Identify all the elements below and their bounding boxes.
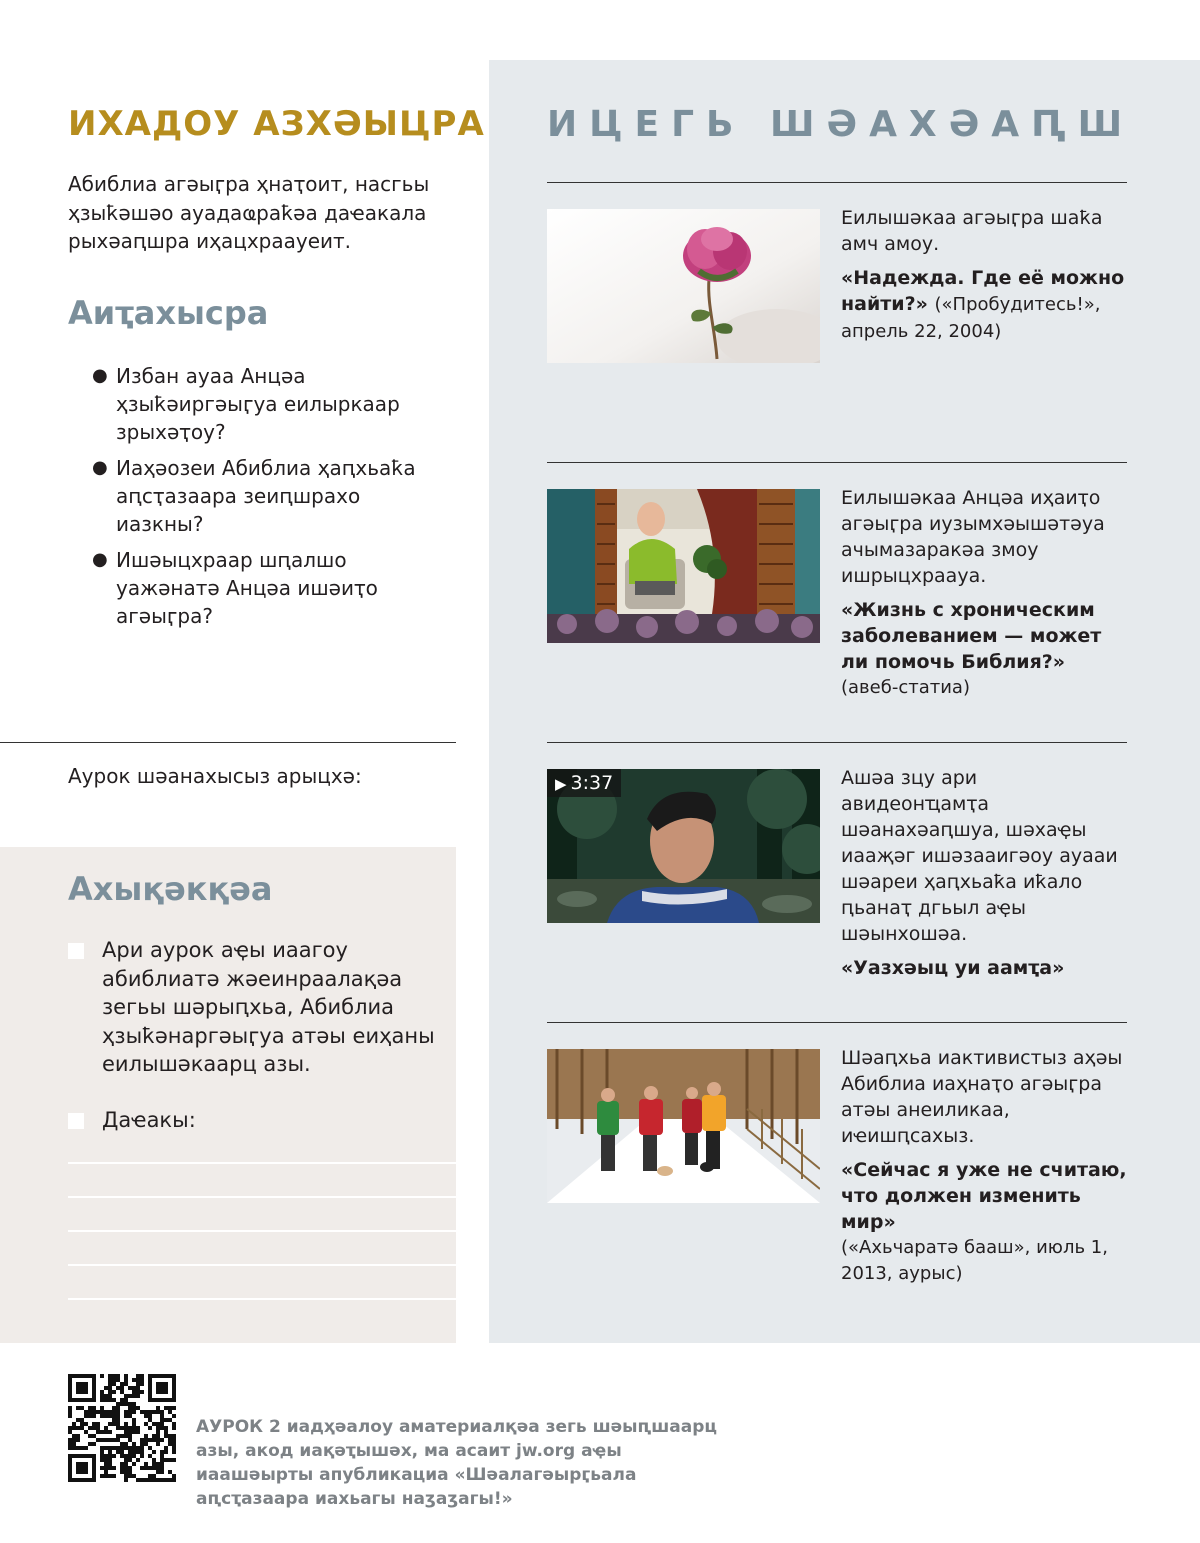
write-line[interactable] <box>68 1298 456 1300</box>
article-source: («Ахьчаратә бааш», июль 1, 2013, аурыс) <box>841 1237 1108 1284</box>
item-divider <box>547 1022 1127 1023</box>
goal-heading: Ахықәкқәа <box>68 870 273 908</box>
family-snow-walk-photo[interactable] <box>547 1049 820 1203</box>
pink-flower-photo[interactable] <box>547 209 820 363</box>
bullet-icon: ● <box>92 365 108 386</box>
article-link[interactable]: «Жизнь с хроническим заболеванием — может ли помочь Библия?» <box>841 599 1102 673</box>
review-question: ● Иаҳәозеи Абиблиа ҳаԥхьаҟа аԥсҭазаара зеиԥшрахо иазкны? <box>92 456 416 536</box>
article-source: (авеб-статиа) <box>841 677 970 698</box>
write-line[interactable] <box>68 1230 456 1232</box>
article-source: («Пробудитесь!», апрель 22, 2004) <box>841 294 1101 342</box>
write-line[interactable] <box>68 1162 456 1164</box>
article-link[interactable]: «Сейчас я уже не считаю, что должен изменить мир» <box>841 1159 1127 1233</box>
goal-list <box>68 936 438 1134</box>
review-heading: Аиҭахысра <box>68 294 269 332</box>
goal-item: Даҽакы: <box>68 1106 438 1135</box>
item-text-4: Шәаԥхьа иактивистыз аҳәы Абиблиа иаҳнаҭо агәыӷра атәы анеиликаа, иҽишԥсахыз. «Сейчас я уже не считаю, что должен изменить мир» («Ахьчаратә бааш», июль 1, 2013, аурыс) <box>841 1045 1131 1287</box>
further-reading-title: ИЦЕГЬ ШӘАХӘАԤШ <box>547 104 1135 145</box>
review-question: ● Избан ауаа Анцәа ҳзыҟәиргәыӷуа еилыркаар зрыхәҭоу? <box>92 364 400 444</box>
checkbox[interactable] <box>68 1113 84 1129</box>
review-questions <box>92 362 452 638</box>
summary-intro: Абиблиа агәыӷра ҳнаҭоит, насгьы ҳзыҟәшәо ауадаҩраҟәа даҽакала рыхәаԥшра иҳацхраауеит. <box>68 172 430 253</box>
item-text-2: Еилышәкаа Анцәа иҳаиҭо агәыӷра иузымхәышәтәуа ачымазаракәа змоу ишрыцхраауа. «Жизнь с хроническим заболеванием — может ли помочь Библия?» (авеб-статиа) <box>841 485 1131 701</box>
goal-item: Ари аурок аҿы иаагоу абиблиатә жәеинраалақәа зегьы шәрыԥхьа, Абиблиа ҳзыҟәнаргәыӷуа атәы еиҳаны еилышәкаарц азы. <box>68 936 438 1079</box>
footer-note: АУРОК 2 иадҳәалоу аматериалқәа зегь шәыԥшаарц азы, акод иақәҭышәх, ма асаит jw.org аҿы иаашәырты апубликациа «Шәалагәырӷьала аԥсҭазаара иахьагы наӡаӡагы!» <box>196 1417 718 1509</box>
write-line[interactable] <box>68 1264 456 1266</box>
man-looking-up-video[interactable] <box>547 769 820 923</box>
item-divider <box>547 742 1127 743</box>
item-divider <box>547 462 1127 463</box>
article-link[interactable]: «Надежда. Где её можно найти?» <box>841 267 1125 315</box>
video-duration-badge: ▶ 3:37 <box>547 769 621 797</box>
man-in-chair-photo[interactable] <box>547 489 820 643</box>
bullet-icon: ● <box>92 457 108 478</box>
lesson-date-label: Аурок шәанахысыз арыцхә: <box>68 764 362 788</box>
checkbox[interactable] <box>68 943 84 959</box>
review-question: ● Ишәыцхраар шԥалшо уажәнатә Анцәа ишәиҭо агәыӷра? <box>92 548 378 628</box>
bullet-icon: ● <box>92 549 108 570</box>
lesson-date-divider <box>0 742 456 743</box>
item-divider <box>547 182 1127 183</box>
write-line[interactable] <box>68 1196 456 1198</box>
video-link[interactable]: «Уазхәыц уи аамҭа» <box>841 957 1065 979</box>
item-text-3: Ашәа зцу ари авидеонҵамҭа шәанахәаԥшуа, шәхаҿы иааҗәг ишәзааигәоу ауааи шәареи ҳаԥхьаҟа иҟало ԥьанаҭ дгьыл аҿы шәынхошәа. «Уазхәыц уи аамҭа» <box>841 765 1131 981</box>
summary-title: ИХАДОУ АЗХӘЫЦРА <box>68 104 485 144</box>
play-icon: ▶ <box>555 775 567 793</box>
qr-code-icon[interactable] <box>68 1374 176 1482</box>
item-text-1: Еилышәкаа агәыӷра шаҟа амч амоу. «Надежда. Где её можно найти?» («Пробудитесь!», апрель 22, 2004) <box>841 207 1125 342</box>
